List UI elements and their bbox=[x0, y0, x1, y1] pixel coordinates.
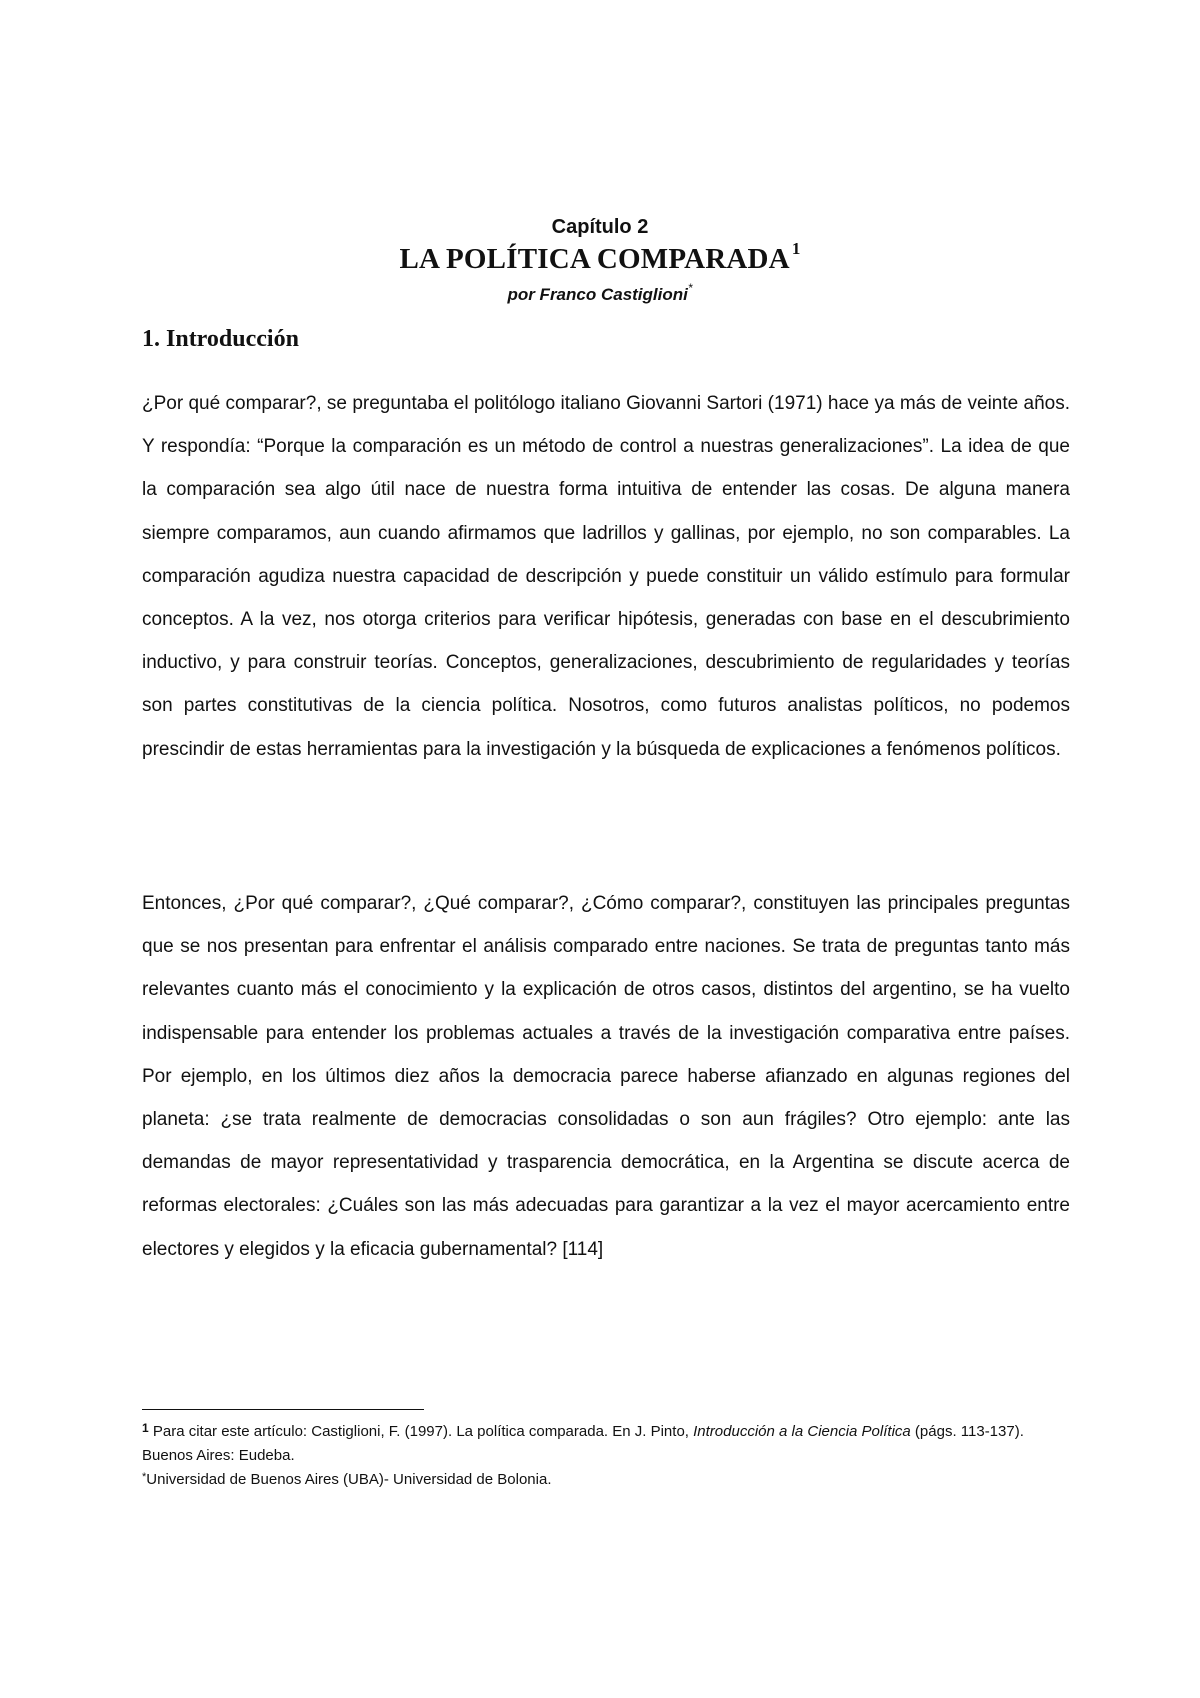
footnote-divider bbox=[142, 1409, 424, 1410]
footnote-1-mark: 1 bbox=[142, 1421, 149, 1435]
footnote-1-book-title: Introducción a la Ciencia Política bbox=[693, 1423, 911, 1440]
footnote-1-text-before: Para citar este artículo: Castiglioni, F. (1997). La política comparada. En J. Pinto, bbox=[148, 1423, 694, 1440]
title-footnote-mark: 1 bbox=[791, 239, 801, 258]
body-paragraph-2: Entonces, ¿Por qué comparar?, ¿Qué comparar?, ¿Cómo comparar?, constituyen las principales preguntas que se nos presentan para enfrentar el análisis comparado entre naciones. Se trata de preguntas tanto más relevantes cuanto más el conocimiento y la explicación de otros casos, distintos del argentino, se ha vuelto indispensable para entender los problemas actuales a través de la investigación comparativa entre países. Por ejemplo, en los últimos diez años la democracia parece haberse afianzado en algunas regiones del planeta: ¿se trata realmente de democracias consolidadas o son aun frágiles? Otro ejemplo: ante las demandas de mayor representatividad y trasparencia democrática, en la Argentina se discute acerca de reformas electorales: ¿Cuáles son las más adecuadas para garantizar a la vez el mayor acercamiento entre electores y elegidos y la eficacia gubernamental? [114] bbox=[142, 893, 1070, 1260]
author-byline-text: por Franco Castiglioni bbox=[507, 285, 688, 304]
section-heading: 1. Introducción bbox=[142, 326, 299, 352]
author-byline bbox=[0, 281, 1200, 305]
body-paragraph-1: ¿Por qué comparar?, se preguntaba el politólogo italiano Giovanni Sartori (1971) hace ya más de veinte años. Y respondía: “Porque la comparación es un método de control a nuestras generalizaciones”. La idea de que la comparación sea algo útil nace de nuestra forma intuitiva de entender las cosas. De alguna manera siempre comparamos, aun cuando afirmamos que ladrillos y gallinas, por ejemplo, no son comparables. La comparación agudiza nuestra capacidad de descripción y puede constituir un válido estímulo para formular conceptos. A la vez, nos otorga criterios para verificar hipótesis, generadas con base en el descubrimiento inductivo, y para construir teorías. Conceptos, generalizaciones, descubrimiento de regularidades y teorías son partes constitutivas de la ciencia política. Nosotros, como futuros analistas políticos, no podemos prescindir de estas herramientas para la investigación y la búsqueda de explicaciones a fenómenos políticos. bbox=[142, 393, 1070, 760]
chapter-title bbox=[0, 239, 1200, 276]
footnote-1 bbox=[142, 1420, 1070, 1468]
chapter-label: Capítulo 2 bbox=[551, 216, 649, 238]
footnotes-section bbox=[142, 1420, 1070, 1492]
footnote-1-text-after: (págs. 113-137). Buenos Aires: Eudeba. bbox=[142, 1423, 1024, 1464]
chapter-title-text: LA POLÍTICA COMPARADA bbox=[399, 243, 790, 275]
byline-footnote-mark: * bbox=[687, 281, 693, 295]
footnote-2 bbox=[142, 1468, 1070, 1492]
footnote-2-text: Universidad de Buenos Aires (UBA)- Universidad de Bolonia. bbox=[146, 1471, 552, 1488]
footnote-2-mark: * bbox=[142, 1471, 147, 1483]
